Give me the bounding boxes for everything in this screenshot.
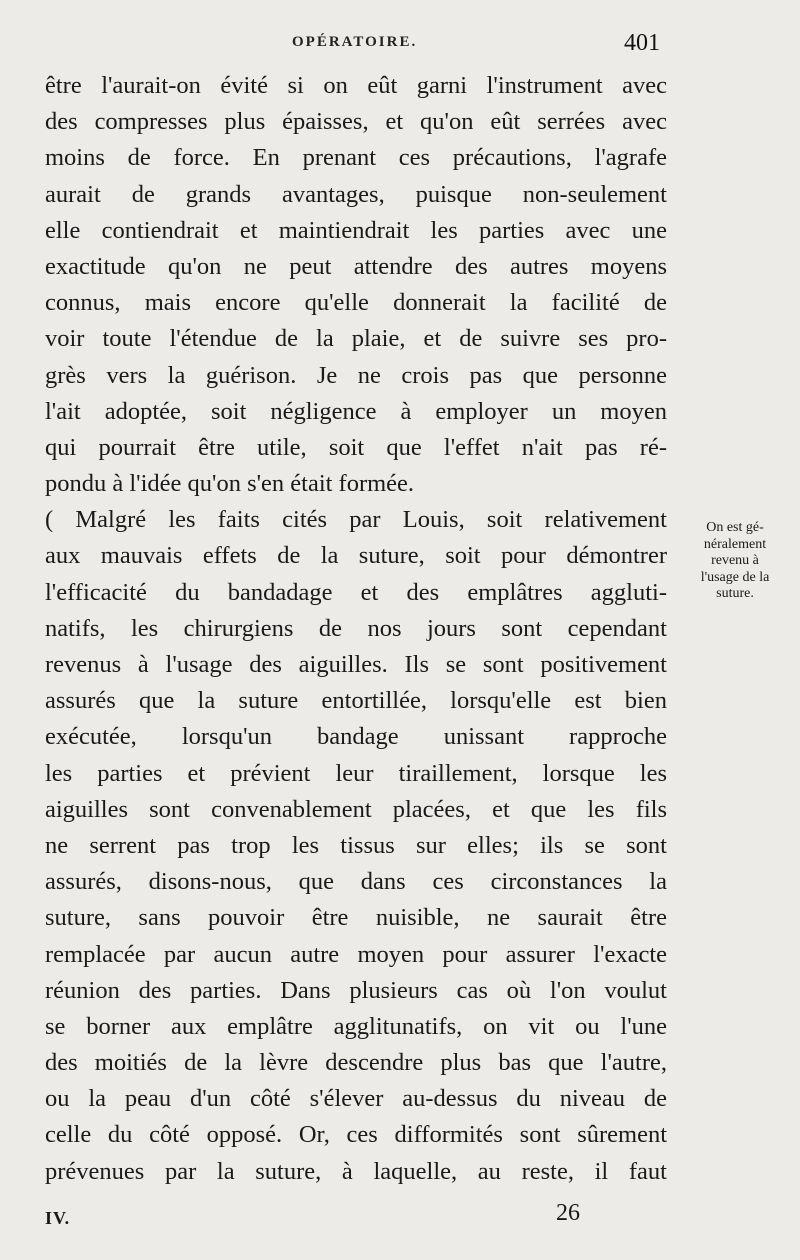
text-line: ne serrent pas trop les tissus sur elles; ils se sont (45, 831, 667, 859)
text-line: assurés, disons-nous, que dans ces circonstances la (45, 868, 667, 896)
text-line: aurait de grands avantages, puisque non-seulement (45, 180, 667, 208)
text-line: celle du côté opposé. Or, ces difformités sont sûrement (45, 1121, 667, 1149)
text-line: aiguilles sont convenablement placées, et que les fils (45, 795, 667, 823)
text-line: exécutée, lorsqu'un bandage unissant rapproche (45, 723, 667, 751)
text-line: qui pourrait être utile, soit que l'effet n'ait pas ré- (45, 433, 667, 461)
text-line: des moitiés de la lèvre descendre plus bas que l'autre, (45, 1049, 667, 1077)
margin-note-line: l'usage de la (700, 569, 770, 585)
body-text (45, 68, 667, 1190)
text-line: aux mauvais effets de la suture, soit pour démontrer (45, 542, 667, 570)
text-line: des compresses plus épaisses, et qu'on eût serrées avec (45, 108, 667, 136)
text-line: réunion des parties. Dans plusieurs cas où l'on voulut (45, 976, 667, 1004)
running-title: OPÉRATOIRE. (292, 34, 418, 50)
text-line: l'efficacité du bandadage et des emplâtres aggluti- (45, 578, 667, 606)
text-line: grès vers la guérison. Je ne crois pas que personne (45, 361, 667, 389)
text-line: l'ait adoptée, soit négligence à employer un moyen (45, 397, 667, 425)
running-head (0, 32, 800, 60)
margin-note-line: néralement (703, 536, 767, 552)
text-line: les parties et prévient leur tiraillement, lorsque les (45, 759, 667, 787)
text-line: natifs, les chirurgiens de nos jours sont cependant (45, 614, 667, 642)
text-line: revenus à l'usage des aiguilles. Ils se sont positivement (45, 651, 667, 678)
text-line: ou la peau d'un côté s'élever au-dessus du niveau de (45, 1085, 667, 1113)
margin-note (676, 520, 794, 603)
margin-note-line: revenu à (711, 553, 759, 568)
text-line: exactitude qu'on ne peut attendre des autres moyens (45, 252, 667, 280)
text-line: remplacée par aucun autre moyen pour assurer l'exacte (45, 940, 667, 968)
page-number: 401 (624, 30, 660, 56)
text-line: prévenues par la suture, à laquelle, au reste, il faut (45, 1157, 667, 1185)
text-line: elle contiendrait et maintiendrait les parties avec une (45, 216, 667, 244)
text-line: assurés que la suture entortillée, lorsqu'elle est bien (45, 687, 667, 715)
text-line: suture, sans pouvoir être nuisible, ne saurait être (45, 904, 667, 932)
text-line: moins de force. En prenant ces précautions, l'agrafe (45, 144, 667, 172)
margin-note-line: On est gé- (706, 520, 764, 535)
text-line: connus, mais encore qu'elle donnerait la facilité de (45, 289, 667, 317)
paragraph-end-line: pondu à l'idée qu'on s'en était formée. (45, 470, 415, 498)
gathering-number: 26 (556, 1200, 580, 1226)
signature-mark: IV. (45, 1208, 71, 1228)
text-line: se borner aux emplâtre agglitunatifs, on vit ou l'une (45, 1012, 667, 1040)
text-line: ( Malgré les faits cités par Louis, soit relativement (45, 506, 667, 534)
margin-note-line: suture. (716, 586, 754, 601)
text-line: être l'aurait-on évité si on eût garni l'instrument avec (45, 72, 667, 99)
text-line: voir toute l'étendue de la plaie, et de suivre ses pro- (45, 325, 667, 353)
